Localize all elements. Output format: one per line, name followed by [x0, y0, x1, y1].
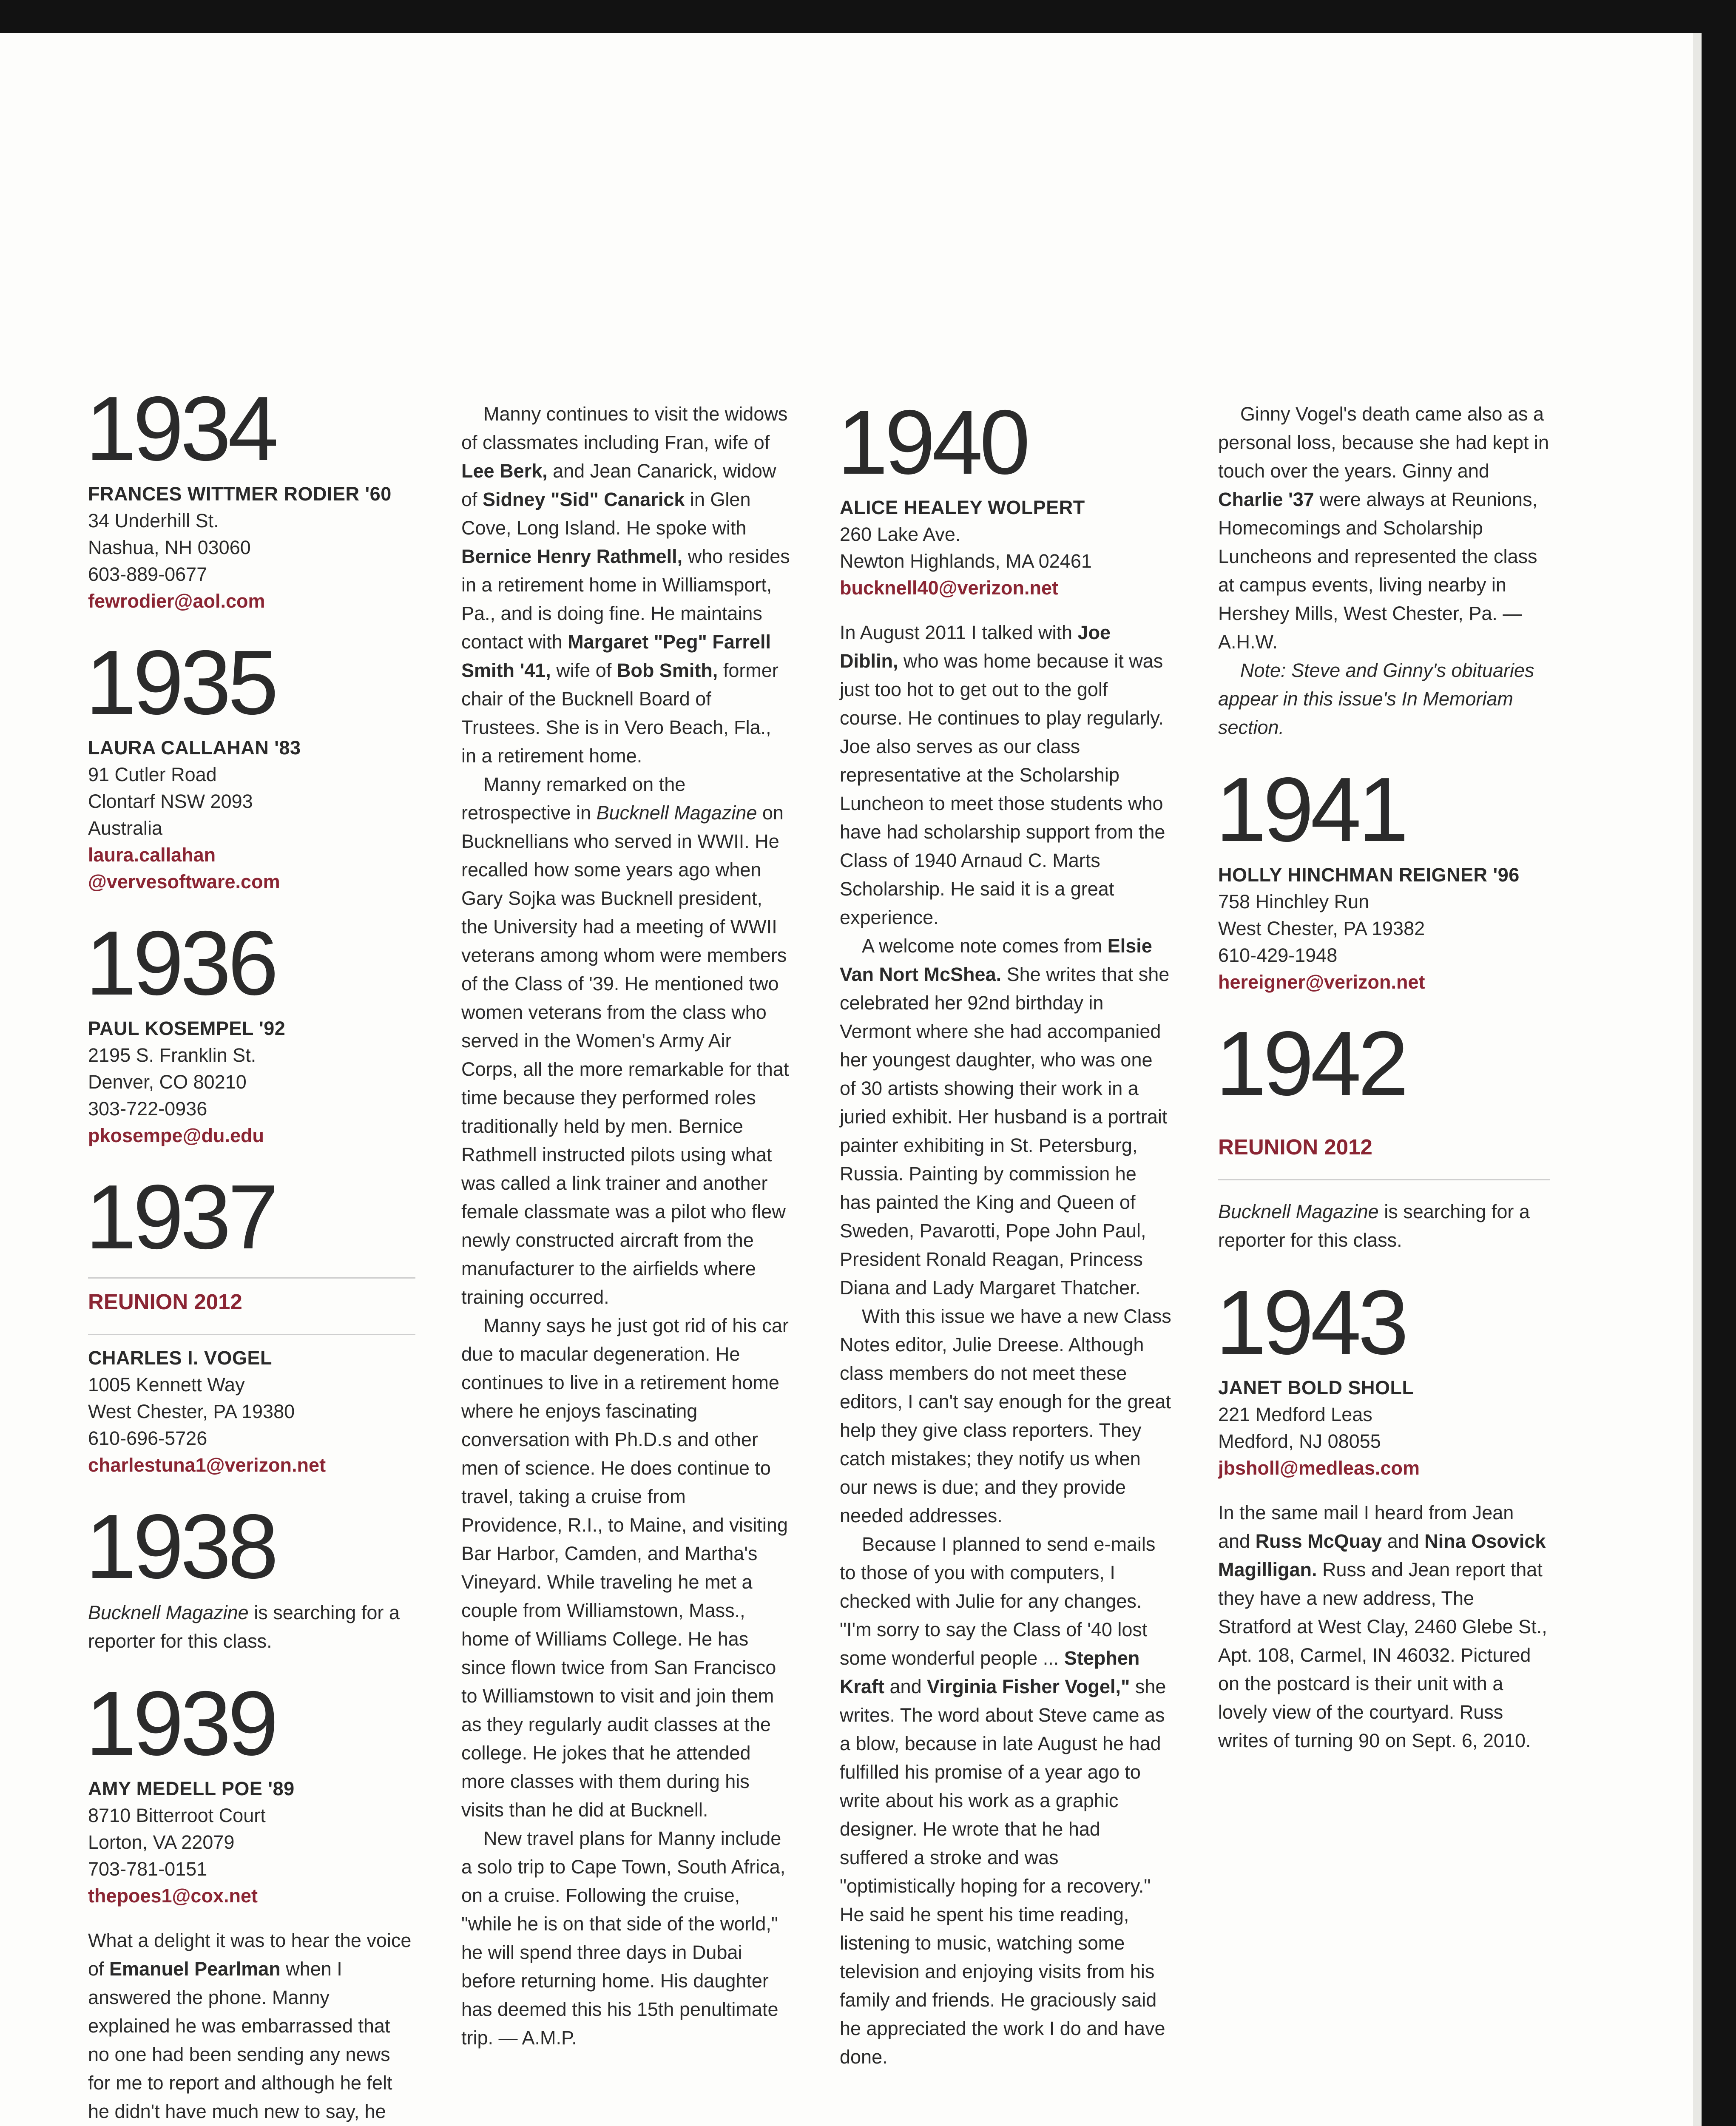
email-part: laura.callahan [88, 844, 216, 866]
note-text: is searching for a reporter for this class. [1218, 1201, 1530, 1251]
searching-note [88, 1598, 415, 1655]
class-1940 [837, 391, 1171, 601]
correspondent-name: LAURA CALLAHAN '83 [88, 737, 301, 759]
magazine-page [0, 33, 1702, 2126]
email-link[interactable]: jbsholl@medleas.com [1218, 1457, 1420, 1479]
paragraph: Because I planned to send e-mails to those of you with computers, I checked with Julie for any changes. "I'm sorry to say the Class of '40 lost some wonderful people ... Stephen Kraft and Virginia Fisher Vogel," she writes. The word about Steve came as a blow, because in late August he had fulfilled his promise of a year ago to write about his work as a graphic designer. He wrote that he had suffered a stroke and was "optimistically hoping for a recovery." He said he spent his time reading, listening to music, watching some television and enjoying visits from his family and friends. He graciously said he appreciated the work I do and have done. [840, 1533, 1166, 2068]
address-line: Australia [88, 817, 163, 839]
email-link[interactable]: charlestuna1@verizon.net [88, 1454, 326, 1476]
address-line: Denver, CO 80210 [88, 1071, 247, 1093]
correspondent-name: AMY MEDELL POE '89 [88, 1778, 295, 1799]
phone-number: 703-781-0151 [88, 1858, 207, 1880]
column-3 [837, 391, 1171, 2071]
email-link[interactable]: pkosempe@du.edu [88, 1125, 264, 1146]
paragraph: What a delight it was to hear the voice of Emanuel Pearlman when I answered the phone. Manny explained he was embarrassed that no one had been sending any news for me to report and although he felt he didn't have much new to say, he [88, 1930, 412, 2122]
class-year: 1934 [85, 377, 276, 480]
email-link[interactable] [88, 841, 415, 895]
correspondent-name: FRANCES WITTMER RODIER '60 [88, 483, 392, 505]
address-line: West Chester, PA 19382 [1218, 918, 1425, 939]
class-1942 [1216, 1012, 1550, 1254]
paragraph: With this issue we have a new Class Notes editor, Julie Dreese. Although class members do not meet these editors, I can't say enough for the great help they give class reporters. They catch mistakes; they notify us when our news is due; and they provide needed addresses. [840, 1305, 1171, 1526]
address-line: Newton Highlands, MA 02461 [840, 550, 1092, 572]
address-line: 260 Lake Ave. [840, 523, 961, 545]
phone-number: 603-889-0677 [88, 563, 207, 585]
paragraph: Ginny Vogel's death came also as a personal loss, because she had kept in touch over the years. Ginny and Charlie '37 were always at Reunions, Homecomings and Scholarship Luncheons and represented the class at campus events, living nearby in Hershey Mills, West Chester, Pa. — A.H.W. [1218, 403, 1549, 653]
correspondent-name: HOLLY HINCHMAN REIGNER '96 [1218, 864, 1520, 886]
reunion-label: REUNION 2012 [88, 1277, 415, 1335]
email-link[interactable]: fewrodier@aol.com [88, 590, 265, 612]
correspondent-name: ALICE HEALEY WOLPERT [840, 497, 1085, 518]
phone-number: 610-696-5726 [88, 1427, 207, 1449]
address-line: 2195 S. Franklin St. [88, 1044, 256, 1066]
column-2 [461, 400, 791, 2052]
address-line: Medford, NJ 08055 [1218, 1430, 1381, 1452]
address-line: West Chester, PA 19380 [88, 1401, 295, 1422]
address-line: 34 Underhill St. [88, 510, 219, 532]
email-part: @vervesoftware.com [88, 871, 280, 892]
class-year: 1939 [85, 1672, 276, 1774]
address-line: Lorton, VA 22079 [88, 1831, 235, 1853]
class-1934 [85, 377, 415, 614]
paragraph: Manny remarked on the retrospective in Bucknell Magazine on Bucknellians who served in WWII. He recalled how some years ago when Gary Sojka was Bucknell president, the University had a meeting of WWII veterans among whom were members of the Class of '39. He mentioned two women veterans from the class who served in the Women's Army Air Corps, all the more remarkable for that time because they performed roles traditionally held by men. Bernice Rathmell instructed pilots using what was called a link trainer and another female classmate was a pilot who flew newly constructed aircraft from the manufacturer to the airfields where training occurred. [461, 773, 789, 1308]
class-1935 [85, 631, 415, 895]
paragraph: Manny continues to visit the widows of classmates including Fran, wife of Lee Berk, and Jean Canarick, widow of Sidney "Sid" Canarick in Glen Cove, Long Island. He spoke with Bernice Henry Rathmell, who resides in a retirement home in Williamsport, Pa., and is doing fine. He maintains contact with Margaret "Peg" Farrell Smith '41, wife of Bob Smith, former chair of the Bucknell Board of Trustees. She is in Vero Beach, Fla., in a retirement home. [461, 403, 790, 767]
class-year: 1936 [85, 912, 276, 1014]
phone-number: 610-429-1948 [1218, 944, 1338, 966]
paragraph: A welcome note comes from Elsie Van Nort McShea. She writes that she celebrated her 92nd birthday in Vermont where she had accompanied her youngest daughter, who was one of 30 artists showing their work in a juried exhibit. Her husband is a portrait painter exhibiting in St. Petersburg, Russia. Painting by commission he has painted the King and Queen of Sweden, Pavarotti, Pope John Paul, President Ronald Reagan, Princess Diana and Lady Margaret Thatcher. [840, 935, 1170, 1299]
phone-number: 303-722-0936 [88, 1098, 207, 1120]
address-line: 8710 Bitterroot Court [88, 1805, 266, 1826]
paragraph: In the same mail I heard from Jean and Russ McQuay and Nina Osovick Magilligan. Russ and Jean report that they have a new address, The Stratford at West Clay, 2460 Glebe St., Apt. 108, Carmel, IN 46032. Pictured on the postcard is their unit with a lovely view of the courtyard. Russ writes of turning 90 on Sept. 6, 2010. [1218, 1502, 1547, 1751]
column-4 [1218, 400, 1550, 1755]
address-line: Nashua, NH 03060 [88, 537, 251, 558]
class-1936 [85, 912, 415, 1149]
class-1937 [85, 1165, 415, 1478]
address-line: 758 Hinchley Run [1218, 891, 1369, 912]
address-line: 221 Medford Leas [1218, 1404, 1372, 1425]
correspondent-name: CHARLES I. VOGEL [88, 1347, 273, 1369]
class-1939 [85, 1672, 415, 2126]
paragraph: New travel plans for Manny include a solo trip to Cape Town, South Africa, on a cruise. Following the cruise, "while he is on that side of the world," he will spend three days in Dubai before returning home. His daughter has deemed this his 15th penultimate trip. — A.M.P. [461, 1828, 786, 2049]
address-line: 1005 Kennett Way [88, 1374, 245, 1396]
class-1943 [1216, 1271, 1550, 1481]
class-year: 1938 [85, 1495, 276, 1597]
note-text: is searching for a reporter for this class. [88, 1602, 400, 1652]
class-year: 1942 [1216, 1012, 1406, 1114]
email-link[interactable]: thepoes1@cox.net [88, 1885, 258, 1907]
email-link[interactable]: bucknell40@verizon.net [840, 577, 1059, 599]
correspondent-name: JANET BOLD SHOLL [1218, 1377, 1414, 1398]
class-year: 1941 [1216, 758, 1406, 861]
class-year: 1935 [85, 631, 276, 733]
correspondent-name: PAUL KOSEMPEL '92 [88, 1018, 286, 1039]
class-year: 1943 [1216, 1271, 1406, 1373]
paragraph: Manny says he just got rid of his car due to macular degeneration. He continues to live in a retirement home where he enjoys fascinating conversation with Ph.D.s and other men of science. He does continue to travel, taking a cruise from Providence, R.I., to Maine, and visiting Bar Harbor, Camden, and Martha's Vineyard. While traveling he met a couple from Williamstown, Mass., home of Williams College. He has since flown twice from San Francisco to Williamstown to visit and join them as they regularly audit classes at the college. He jokes that he attended more classes with them during his visits than he did at Bucknell. [461, 1315, 789, 1821]
class-1938 [85, 1495, 415, 1655]
magazine-name: Bucknell Magazine [1218, 1201, 1379, 1222]
editor-note: Note: Steve and Ginny's obituaries appear in this issue's In Memoriam section. [1218, 659, 1534, 738]
email-link[interactable]: hereigner@verizon.net [1218, 971, 1425, 993]
paragraph: In August 2011 I talked with Joe Diblin, who was home because it was just too hot to get out to the golf course. He continues to play regularly. Joe also serves as our class representative at the Scholarship Luncheon to meet those students who have had scholarship support from the Class of 1940 Arnaud C. Marts Scholarship. He said it is a great experience. [840, 622, 1165, 928]
address-line: Clontarf NSW 2093 [88, 790, 253, 812]
class-year: 1940 [837, 391, 1027, 493]
class-year: 1937 [85, 1165, 276, 1268]
column-1 [85, 377, 415, 2126]
magazine-name: Bucknell Magazine [88, 1602, 249, 1623]
class-1941 [1216, 758, 1550, 995]
address-line: 91 Cutler Road [88, 764, 217, 785]
reunion-label: REUNION 2012 [1218, 1124, 1550, 1180]
searching-note [1218, 1197, 1550, 1254]
